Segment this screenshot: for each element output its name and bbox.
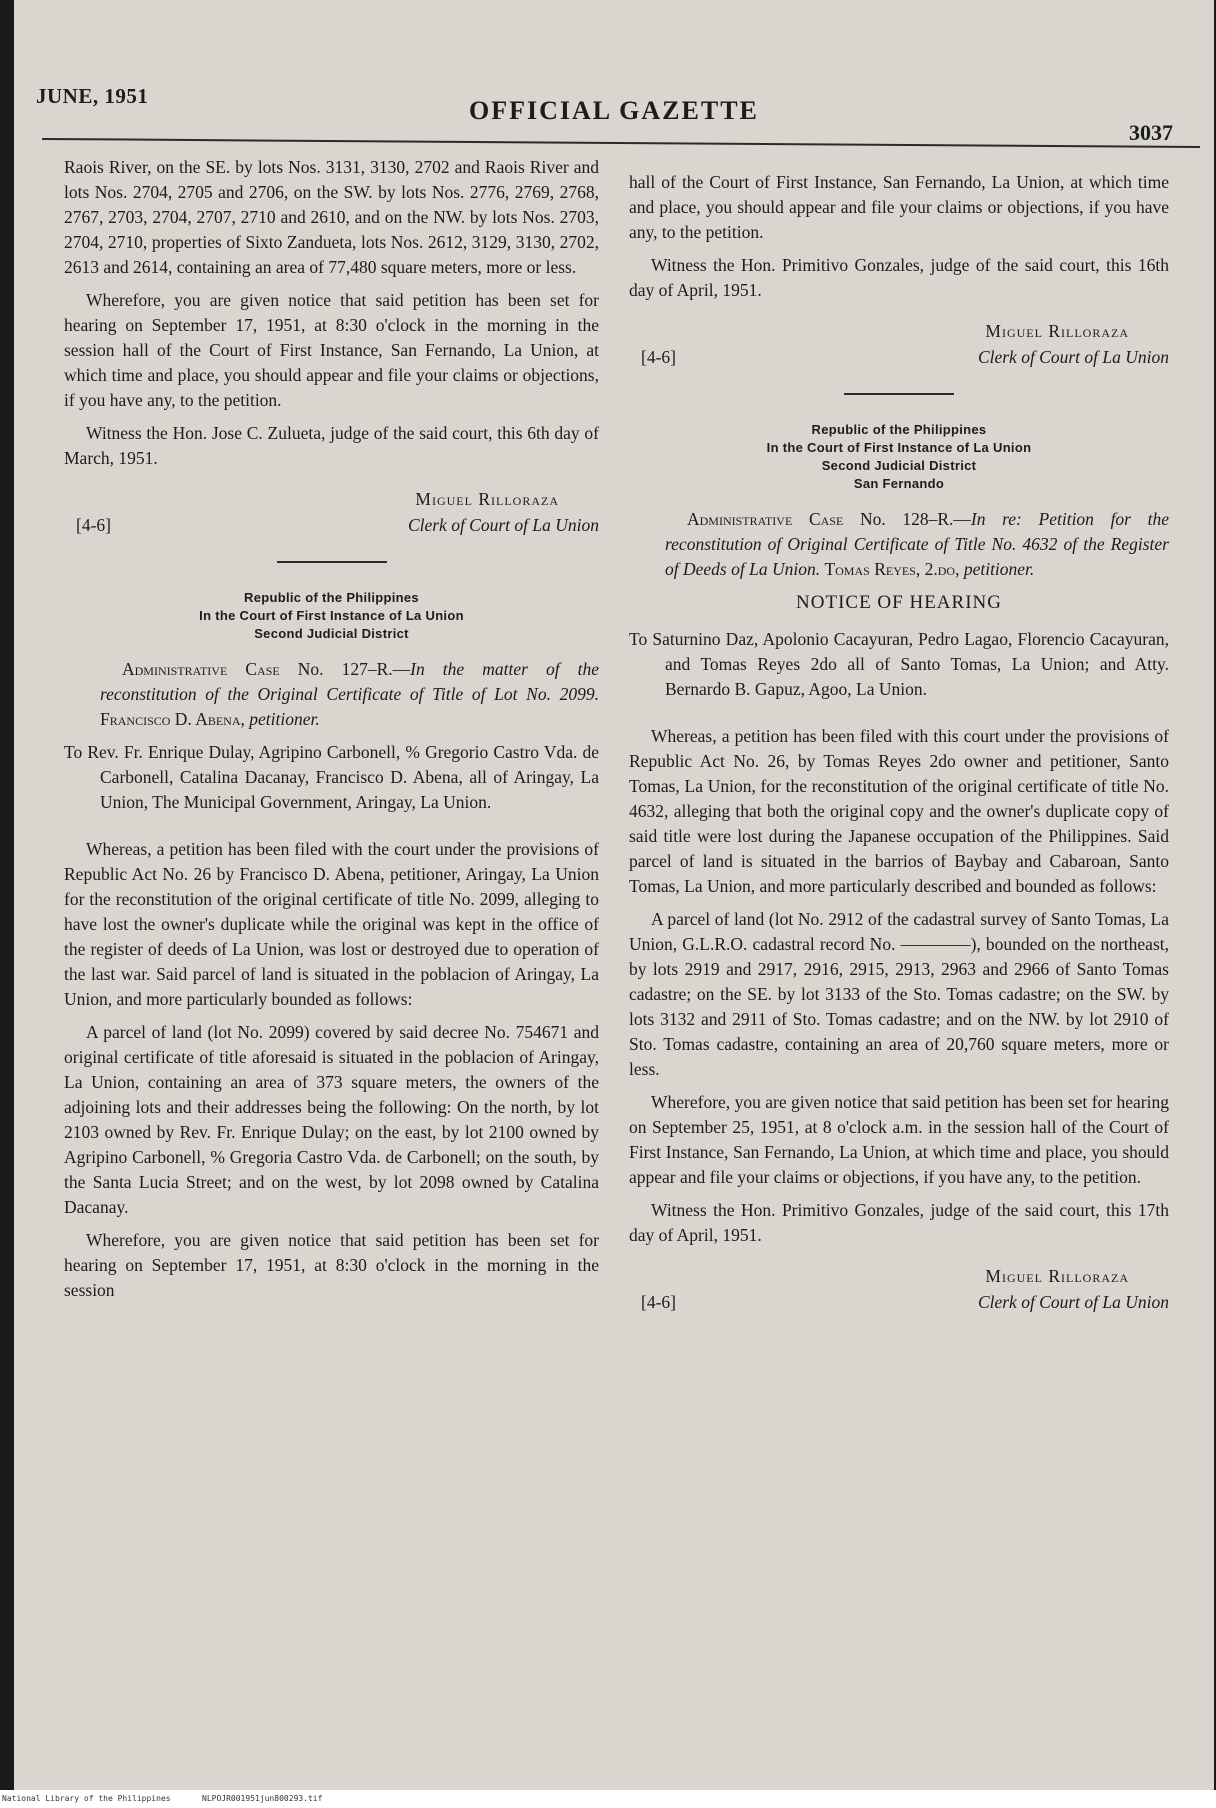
signature-block <box>64 485 599 549</box>
right-column <box>629 170 1169 1332</box>
case-matter: In the matter of the reconstitution of the Original Certificate of Title of Lot No. 2099. <box>100 659 600 704</box>
page-header <box>14 0 1214 160</box>
petitioner-name: Francisco D. Abena, <box>100 709 245 729</box>
paragraph: Witness the Hon. Primitivo Gonzales, judge of the said court, this 16th day of April, 1951. <box>629 255 1169 300</box>
signatory-title: Clerk of Court of La Union <box>977 1292 1169 1312</box>
signatory-name: Miguel Rilloraza <box>415 489 559 509</box>
court-line: Republic of the Philippines <box>811 422 987 437</box>
paragraph: hall of the Court of First Instance, San Fernando, La Union, at which time and place, you should appear and file your claims or objections, if you have any, to the petition. <box>629 172 1169 242</box>
paragraph: Whereas, a petition has been filed with this court under the provisions of Republic Act No. 26, by Tomas Reyes 2do owner and petitioner, Santo Tomas, La Union, for the reconstitution of the original certificate of title No. 4632, alleging that both the original copy and the owner's duplicate copy of said title were lost during the Japanese occupation of the Philippines. Said parcel of land is situated in the barrios of Baybay and Cabaroan, Santo Tomas, La Union, and more particularly described and bounded as follows: <box>629 726 1169 896</box>
court-heading <box>64 589 599 643</box>
court-line: In the Court of First Instance of La Union <box>766 440 1032 455</box>
paragraph: Witness the Hon. Jose C. Zulueta, judge of the said court, this 6th day of March, 1951. <box>64 423 599 468</box>
paragraph: Wherefore, you are given notice that said petition has been set for hearing on September 17, 1951, at 8:30 o'clock in the morning in the session hall of the Court of First Instance, San Fernando, La Union, at which time and place, you should appear and file your claims or objections, if you have any, to the petition. <box>64 290 599 410</box>
footer-file: NLPOJR001951jun800293.tif <box>202 1794 323 1803</box>
petitioner-name: Tomas Reyes, 2.do, <box>824 559 960 579</box>
case-label: Administrative Case <box>122 659 280 679</box>
case-number: No. 127–R.— <box>279 659 411 679</box>
signatory-name: Miguel Rilloraza <box>985 1266 1129 1286</box>
court-line: Republic of the Philippines <box>244 590 419 605</box>
signatory-title: Clerk of Court of La Union <box>977 347 1169 367</box>
publication-title: OFFICIAL GAZETTE <box>469 96 759 125</box>
case-caption <box>64 657 599 732</box>
issue-reference: [4-6] <box>76 515 111 535</box>
paragraph: Raois River, on the SE. by lots Nos. 3131, 3130, 2702 and Raois River and lots Nos. 2704, 2705 and 2706, on the SW. by lots Nos. 2776, 2769, 2768, 2767, 2703, 2704, 2707, 2710 and 2610, and on the NW. by lots Nos. 2703, 2704, 2710, properties of Sixto Zandueta, lots Nos. 2612, 3129, 3130, 2702, 2613 and 2614, containing an area of 77,480 square meters, more or less. <box>64 157 599 277</box>
paragraph: Wherefore, you are given notice that said petition has been set for hearing on September 25, 1951, at 8 o'clock a.m. in the session hall of the Court of First Instance, San Fernando, La Union, at which time and place, you should appear and file your claims or objections, if you have any, to the petition. <box>629 1092 1169 1187</box>
case-caption <box>629 507 1169 582</box>
court-line: San Fernando <box>853 476 945 491</box>
signature-block <box>629 317 1169 381</box>
paragraph: A parcel of land (lot No. 2099) covered by said decree No. 754671 and original certificate of title aforesaid is situated in the poblacion of Aringay, La Union, containing an area of 373 square meters, the owners of the adjoining lots and their addresses being the following: On the north, by lot 2103 owned by Rev. Fr. Enrique Dulay; on the east, by lot 2100 owned by Agripino Carbonell, % Gregoria Castro Vda. de Carbonell; on the south, by the Santa Lucia Street; and on the west, by lot 2098 owned by Catalina Dacanay. <box>64 1022 599 1217</box>
issue-reference: [4-6] <box>641 1292 676 1312</box>
left-column <box>64 155 599 1311</box>
gazette-page <box>14 0 1214 1790</box>
issue-date: JUNE, 1951 <box>36 84 149 108</box>
paragraph: A parcel of land (lot No. 2912 of the cadastral survey of Santo Tomas, La Union, G.L.R.O. cadastral record No. ————), bounded on the northeast, by lots 2919 and 2917, 2916, 2915, 2913, 2963 and 2966 of Santo Tomas cadastre; on the SE. by lot 3133 of the Sto. Tomas cadastre; on the SW. by lots 3132 and 2911 of Sto. Tomas cadastre; and on the NW. by lot 2910 of Sto. Tomas cadastre, containing an area of 20,760 square meters, more or less. <box>629 909 1169 1079</box>
section-divider <box>277 561 387 563</box>
section-divider <box>844 393 954 395</box>
paragraph: Wherefore, you are given notice that said petition has been set for hearing on September 17, 1951, at 8:30 o'clock in the morning in the session <box>64 1230 599 1300</box>
case-number: No. 128–R.— <box>843 509 971 529</box>
court-line: Second Judicial District <box>254 626 409 641</box>
court-line: Second Judicial District <box>821 458 977 473</box>
case-matter: In re: Petition for the reconstitution of Original Certificate of Title No. 4632 of the Register of Deeds of La Union. <box>665 509 1170 579</box>
addressee: To Rev. Fr. Enrique Dulay, Agripino Carbonell, % Gregorio Castro Vda. de Carbonell, Catalina Dacanay, Francisco D. Abena, all of Aringay, La Union, The Municipal Government, Aringay, La Union. <box>64 742 599 812</box>
page-number: 3037 <box>1129 120 1173 145</box>
paragraph: Whereas, a petition has been filed with the court under the provisions of Republic Act No. 26 by Francisco D. Abena, petitioner, Aringay, La Union for the reconstitution of the original certificate of title No. 2099, alleging to have lost the owner's duplicate while the original was kept in the office of the register of deeds of La Union, was lost or destroyed due to operation of the last war. Said parcel of land is situated in the poblacion of Aringay, La Union, and more particularly bounded as follows: <box>64 839 599 1009</box>
signatory-name: Miguel Rilloraza <box>985 321 1129 341</box>
petitioner-role: petitioner. <box>249 709 320 729</box>
addressee: To Saturnino Daz, Apolonio Cacayuran, Pedro Lagao, Florencio Cacayuran, and Tomas Reyes 2do all of Santo Tomas, La Union; and Atty. Bernardo B. Gapuz, Agoo, La Union. <box>629 629 1169 699</box>
signatory-title: Clerk of Court of La Union <box>407 515 599 535</box>
case-label: Administrative Case <box>687 509 844 529</box>
scan-footer <box>0 1790 1216 1808</box>
court-line: In the Court of First Instance of La Union <box>199 608 464 623</box>
notice-heading: NOTICE OF HEARING <box>796 592 1002 613</box>
paragraph: Witness the Hon. Primitivo Gonzales, judge of the said court, this 17th day of April, 1951. <box>629 1200 1169 1245</box>
court-heading <box>629 421 1169 493</box>
signature-block <box>629 1262 1169 1326</box>
header-rule <box>42 138 1200 148</box>
issue-reference: [4-6] <box>641 347 676 367</box>
petitioner-role: petitioner. <box>963 559 1035 579</box>
footer-source: National Library of the Philippines <box>2 1794 171 1803</box>
